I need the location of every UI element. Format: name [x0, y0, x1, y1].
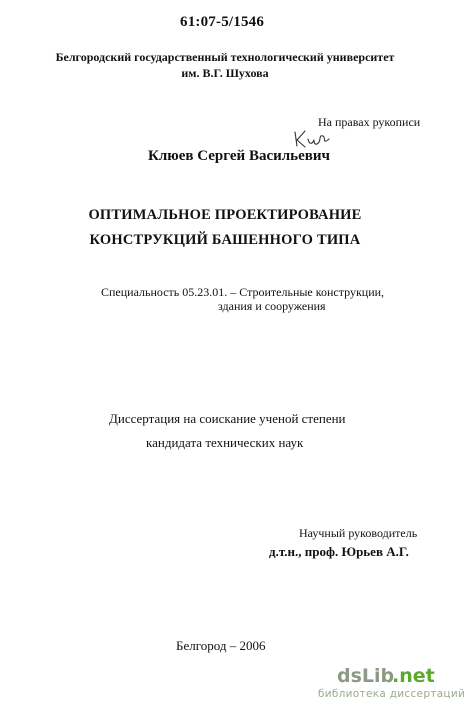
dslib-logo-gray-text: dsLib: [337, 665, 395, 687]
handwritten-signature: [292, 128, 332, 150]
specialty-line2: здания и сооружения: [218, 299, 326, 313]
archive-code: 61:07-5/1546: [180, 14, 265, 30]
city-year: Белгород – 2006: [176, 638, 266, 653]
specialty-line1: Специальность 05.23.01. – Строительные конструкции,: [101, 285, 385, 299]
thesis-title-line2: КОНСТРУКЦИЙ БАШЕННОГО ТИПА: [89, 232, 361, 248]
dslib-logo: [337, 664, 441, 686]
dissertation-type-line2: кандидата технических наук: [146, 435, 304, 450]
supervisor-name: д.т.н., проф. Юрьев А.Г.: [269, 544, 409, 559]
dissertation-type-line1: Диссертация на соискание ученой степени: [109, 411, 346, 426]
supervisor-label: Научный руководитель: [299, 526, 418, 540]
rights-note: На правах рукописи: [318, 115, 421, 129]
watermark-caption: библиотека диссертаций: [318, 688, 465, 700]
university-name-line1: Белгородский государственный технологический университет: [55, 50, 395, 64]
university-name-line2: им. В.Г. Шухова: [181, 66, 269, 80]
thesis-title-line1: ОПТИМАЛЬНОЕ ПРОЕКТИРОВАНИЕ: [88, 207, 362, 223]
dslib-logo-green-text: .net: [392, 665, 435, 687]
author-name: Клюев Сергей Васильевич: [148, 148, 330, 164]
